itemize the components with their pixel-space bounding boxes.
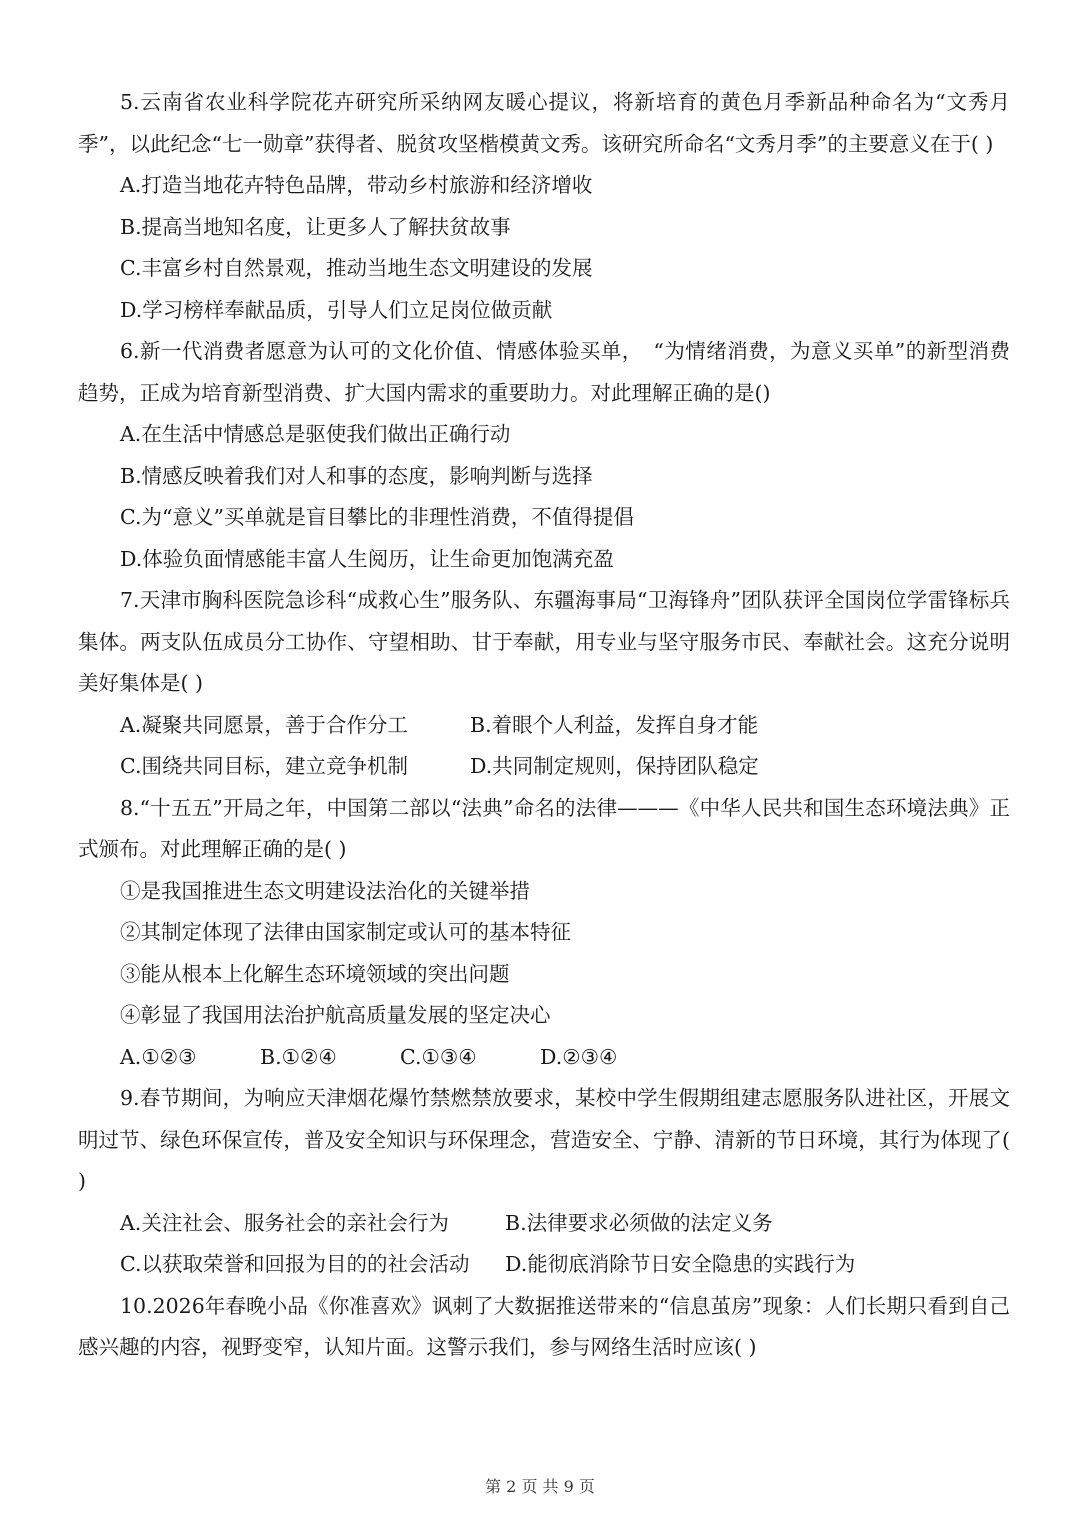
question-8-option-c: C.①③④ bbox=[400, 1044, 477, 1069]
question-8-statement-1: ①是我国推进生态文明建设法治化的关键举措 bbox=[120, 878, 530, 903]
question-8-option-b: B.①②④ bbox=[260, 1044, 337, 1069]
question-8-statement-3: ③能从根本上化解生态环境领域的突出问题 bbox=[120, 961, 510, 986]
question-9-option-d: D.能彻底消除节日安全隐患的实践行为 bbox=[505, 1252, 856, 1276]
question-9-options-row-2 bbox=[78, 1244, 1010, 1286]
question-6-option-a: A.在生活中情感总是驱使我们做出正确行动 bbox=[120, 422, 511, 446]
questions-section bbox=[78, 82, 1010, 1369]
question-5-stem: 5.云南省农业科学院花卉研究所采纳网友暖心提议，将新培育的黄色月季新品种命名为“文秀月季”，以此纪念“七一勋章”获得者、脱贫攻坚楷模黄文秀。该研究所命名“文秀月季”的主要意义在于( ) bbox=[78, 90, 1010, 156]
question-6-stem: 6.新一代消费者愿意为认可的文化价值、情感体验买单， “为情绪消费，为意义买单”的新型消费趋势，正成为培育新型消费、扩大国内需求的重要助力。对此理解正确的是() bbox=[78, 339, 1010, 405]
question-8-statement-4: ④彰显了我国用法治护航高质量发展的坚定决心 bbox=[120, 1003, 551, 1027]
question-9-stem: 9.春节期间，为响应天津烟花爆竹禁燃禁放要求，某校中学生假期组建志愿服务队进社区，开展文明过节、绿色环保宣传，普及安全知识与环保理念，营造安全、宁静、清新的节日环境，其行为体现了( ) bbox=[78, 1086, 1010, 1193]
question-7-stem: 7.天津市胸科医院急诊科“成救心生”服务队、东疆海事局“卫海锋舟”团队获评全国岗位学雷锋标兵集体。两支队伍成员分工协作、守望相助、甘于奉献，用专业与坚守服务市民、奉献社会。这充分说明美好集体是( ) bbox=[78, 588, 1010, 695]
page-footer: 第 2 页 共 9 页 bbox=[485, 1477, 595, 1496]
question-8-option-d: D.②③④ bbox=[540, 1044, 618, 1069]
question-6-option-c: C.为“意义”买单就是盲目攀比的非理性消费，不值得提倡 bbox=[120, 505, 634, 529]
question-5-option-d: D.学习榜样奉献品质，引导人们立足岗位做贡献 bbox=[120, 297, 553, 322]
question-5-option-c: C.丰富乡村自然景观，推动当地生态文明建设的发展 bbox=[120, 256, 593, 280]
question-9-option-c: C.以获取荣誉和回报为目的的社会活动 bbox=[120, 1252, 470, 1276]
question-9-option-b: B.法律要求必须做的法定义务 bbox=[505, 1210, 773, 1235]
question-7-options-row-2 bbox=[78, 746, 1010, 788]
question-9-options-row-1 bbox=[78, 1203, 1010, 1245]
question-10-stem: 10.2026年春晚小品《你准喜欢》讽刺了大数据推送带来的“信息茧房”现象：人们长期只看到自己感兴趣的内容，视野变窄，认知片面。这警示我们，参与网络生活时应该( ) bbox=[78, 1293, 1010, 1359]
question-9-option-a: A.关注社会、服务社会的亲社会行为 bbox=[120, 1210, 449, 1235]
question-7-option-a: A.凝聚共同愿景，善于合作分工 bbox=[120, 712, 408, 737]
question-7-options-row-1 bbox=[78, 705, 1010, 747]
question-7-option-b: B.着眼个人利益，发挥自身才能 bbox=[470, 712, 759, 737]
question-8-option-a: A.①②③ bbox=[120, 1044, 197, 1069]
question-8-options-row bbox=[78, 1037, 1010, 1079]
question-5-option-b: B.提高当地知名度，让更多人了解扶贫故事 bbox=[120, 214, 511, 239]
question-6-option-b: B.情感反映着我们对人和事的态度，影响判断与选择 bbox=[120, 463, 593, 488]
question-6-option-d: D.体验负面情感能丰富人生阅历，让生命更加饱满充盈 bbox=[120, 546, 614, 571]
question-7-option-c: C.围绕共同目标，建立竞争机制 bbox=[120, 754, 408, 778]
question-7-option-d: D.共同制定规则，保持团队稳定 bbox=[470, 754, 759, 778]
question-5-option-a: A.打造当地花卉特色品牌，带动乡村旅游和经济增收 bbox=[120, 173, 593, 197]
question-8-stem: 8.“十五五”开局之年，中国第二部以“法典”命名的法律———《中华人民共和国生态环境法典》正式颁布。对此理解正确的是( ) bbox=[78, 795, 1010, 861]
question-8-statement-2: ②其制定体现了法律由国家制定或认可的基本特征 bbox=[120, 920, 571, 944]
